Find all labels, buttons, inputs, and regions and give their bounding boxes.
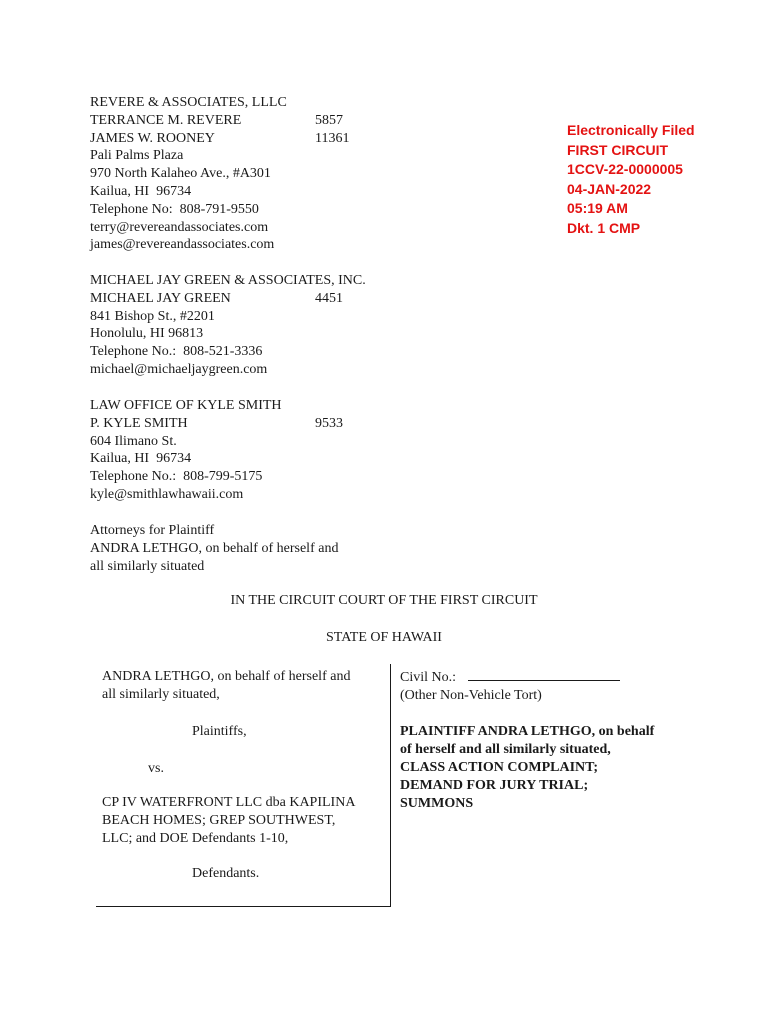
tort-type: (Other Non-Vehicle Tort) [400, 688, 542, 703]
address-line: Kailua, HI 96734 [90, 451, 192, 467]
email: terry@revereandassociates.com [90, 219, 269, 235]
attorneys-for-line: ANDRA LETHGO, on behalf of herself and [90, 540, 339, 556]
document-title-line: CLASS ACTION COMPLAINT; [400, 760, 599, 775]
attorney-name: P. KYLE SMITH [90, 415, 188, 431]
attorney-name: JAMES W. ROONEY [90, 130, 215, 146]
address-line: 970 North Kalaheo Ave., #A301 [90, 166, 271, 182]
stamp-line: Dkt. 1 CMP [567, 219, 641, 236]
bar-number: 11361 [315, 130, 350, 146]
versus-label: vs. [148, 761, 164, 776]
attorneys-for-block [90, 522, 338, 575]
court-title: IN THE CIRCUIT COURT OF THE FIRST CIRCUIT [230, 593, 538, 608]
document-title-line: PLAINTIFF ANDRA LETHGO, on behalf [400, 724, 655, 739]
email: james@revereandassociates.com [90, 237, 275, 253]
civil-number-label: Civil No.: [400, 670, 457, 685]
bar-number: 5857 [315, 112, 343, 128]
caption-divider-horizontal [96, 906, 391, 907]
bar-number: 9533 [315, 415, 343, 431]
plaintiffs-label: Plaintiffs, [192, 724, 247, 739]
firm-name: MICHAEL JAY GREEN & ASSOCIATES, INC. [90, 273, 366, 288]
defendants-label: Defendants. [192, 866, 260, 881]
address-line: 604 Ilimano St. [90, 433, 177, 449]
attorneys-for-line: all similarly situated [90, 558, 205, 574]
plaintiff-line: ANDRA LETHGO, on behalf of herself and [102, 669, 351, 684]
civil-number-blank [468, 668, 620, 681]
attorneys-for-line: Attorneys for Plaintiff [90, 523, 215, 538]
address-line: Kailua, HI 96734 [90, 183, 192, 199]
stamp-line: 05:19 AM [567, 200, 628, 216]
stamp-line: 1CCV-22-0000005 [567, 161, 683, 177]
firm-name: REVERE & ASSOCIATES, LLLC [90, 95, 287, 110]
address-line: Honolulu, HI 96813 [90, 326, 204, 342]
caption-divider-vertical [390, 664, 391, 907]
document-title-line: of herself and all similarly situated, [400, 742, 611, 757]
email: michael@michaeljaygreen.com [90, 361, 268, 377]
attorney-name: TERRANCE M. REVERE [90, 112, 242, 128]
electronic-filing-stamp [567, 121, 695, 238]
counsel-block-revere [90, 94, 287, 254]
document-title-line: SUMMONS [400, 796, 474, 811]
defendant-line: LLC; and DOE Defendants 1-10, [102, 831, 289, 846]
defendant-line: CP IV WATERFRONT LLC dba KAPILINA [102, 795, 356, 810]
address-line: Pali Palms Plaza [90, 148, 184, 164]
civil-number-row [400, 668, 654, 687]
case-caption-parties [96, 668, 390, 906]
counsel-block-smith [90, 397, 282, 504]
defendant-line: BEACH HOMES; GREP SOUTHWEST, [102, 813, 336, 828]
email: kyle@smithlawhawaii.com [90, 486, 244, 502]
bar-number: 4451 [315, 290, 343, 306]
court-state: STATE OF HAWAII [326, 630, 442, 645]
document-title-line: DEMAND FOR JURY TRIAL; [400, 778, 589, 793]
stamp-line: Electronically Filed [567, 122, 695, 138]
attorney-name: MICHAEL JAY GREEN [90, 290, 231, 306]
telephone: Telephone No.: 808-799-5175 [90, 469, 263, 485]
address-line: 841 Bishop St., #2201 [90, 308, 215, 324]
case-caption-info [400, 668, 654, 813]
counsel-block-green [90, 272, 366, 379]
telephone: Telephone No.: 808-521-3336 [90, 344, 263, 360]
firm-name: LAW OFFICE OF KYLE SMITH [90, 398, 282, 413]
plaintiff-line: all similarly situated, [102, 687, 220, 702]
stamp-line: FIRST CIRCUIT [567, 141, 669, 158]
stamp-line: 04-JAN-2022 [567, 180, 652, 197]
telephone: Telephone No: 808-791-9550 [90, 201, 259, 217]
